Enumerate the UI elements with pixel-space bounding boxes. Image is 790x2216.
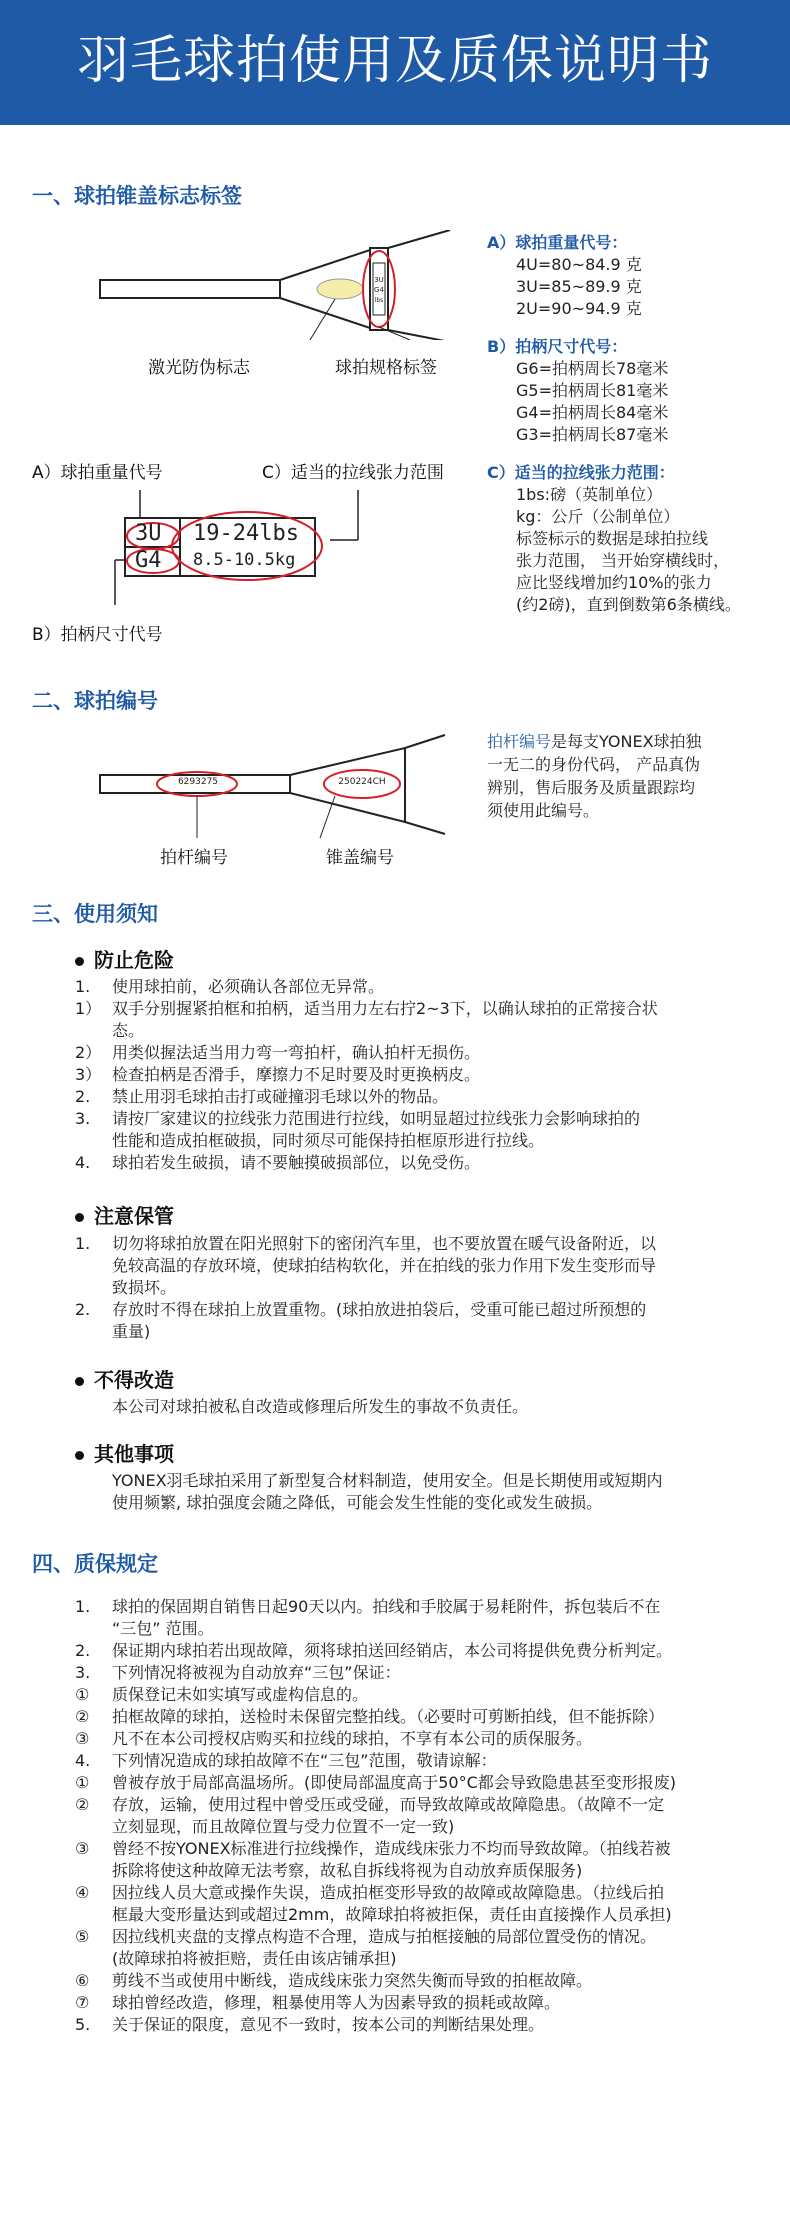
racket-code-diagram [95, 730, 455, 840]
right-a-list [487, 254, 782, 320]
right-c-title: C）适当的拉线张力范围： [487, 463, 675, 482]
list-item: ① 曾被存放于局部高温场所。(即使局部温度高于50°C都会导致隐患甚至变形报废) [75, 1773, 677, 1792]
laser-label: 激光防伪标志 [148, 358, 250, 378]
modify-text: 本公司对球拍被私自改造或修理后所发生的事故不负责任。 [112, 1397, 529, 1416]
right-b-list [487, 358, 782, 446]
care-list [75, 1233, 765, 1343]
list-item: ⑥ 剪线不当或使用中断线，造成线床张力突然失衡而导致的拍框故障。 [75, 1971, 593, 1990]
list-item: ③ 凡不在本公司授权店购买和拉线的球拍，不享有本公司的质保服务。 [75, 1729, 593, 1748]
shaft-code-text: 6293275 [177, 777, 219, 787]
list-item: 1. 球拍的保固期自销售日起90天以内。拍线和手胶属于易耗附件，拆包装后不在 “三包” 范围。 [75, 1597, 661, 1638]
care-subheading: 注意保管 [75, 1200, 174, 1229]
label-weight-code: A）球拍重量代号 [32, 463, 163, 483]
spec-label: 球拍规格标签 [335, 358, 437, 378]
cone-code-label: 锥盖编号 [326, 848, 394, 868]
right-b-line: G6=拍柄周长78毫米 [516, 359, 669, 378]
list-item: 4. 球拍若发生破损，请不要触摸破损部位，以免受伤。 [75, 1153, 481, 1172]
list-item: ② 存放，运输，使用过程中曾受压或受碰，而导致故障或故障隐患。（故障不一定 立刻显现，而且故障位置与受力位置不一定一致) [75, 1795, 665, 1836]
right-b-title: B）拍柄尺寸代号： [487, 337, 628, 356]
list-item: 4. 下列情况造成的球拍故障不在“三包”范围，敬请谅解： [75, 1751, 497, 1770]
right-info [487, 232, 782, 616]
code-desc-line: 须使用此编号。 [487, 801, 600, 820]
right-c-list [487, 484, 782, 616]
page-title: 羽毛球拍使用及质保说明书 [76, 31, 713, 91]
code-desc-term: 拍杆编号 [487, 732, 552, 751]
section3-heading: 三、使用须知 [32, 902, 158, 926]
label-tension-range: C）适当的拉线张力范围 [262, 463, 444, 483]
section1-heading: 一、球拍锥盖标志标签 [32, 184, 242, 208]
svg-text:lbs: lbs [374, 297, 384, 304]
right-c-line: 1bs:磅（英制单位） [516, 485, 663, 504]
list-item: ④ 因拉线人员大意或操作失误，造成拍框变形导致的故障或故障隐患。（拉线后拍 框最大变形量达到或超过2mm，故障球拍将被拒保，责任由直接操作人员承担) [75, 1883, 672, 1924]
code-description [487, 730, 782, 822]
warranty-list [75, 1596, 765, 2036]
spec-weight: 3U [135, 521, 162, 546]
list-item: 1. 切勿将球拍放置在阳光照射下的密闭汽车里，也不要放置在暖气设备附近，以 免较高温的存放环境，使球拍结构软化，并在拍线的张力作用下发生变形而导 致损坏。 [75, 1234, 657, 1297]
list-item: 1. 使用球拍前，必须确认各部位无异常。 [75, 977, 385, 996]
right-b-line: G5=拍柄周长81毫米 [516, 381, 669, 400]
code-desc-line: 辨别，售后服务及质量跟踪均 [487, 778, 696, 797]
shaft-code-label: 拍杆编号 [160, 848, 228, 868]
list-item: 5. 关于保证的限度，意见不一致时，按本公司的判断结果处理。 [75, 2015, 545, 2034]
right-b-line: G3=拍柄周长87毫米 [516, 425, 669, 444]
list-item: 3. 请按厂家建议的拉线张力范围进行拉线，如明显超过拉线张力会影响球拍的 性能和造成拍框破损，同时须尽可能保持拍框原形进行拉线。 [75, 1109, 641, 1150]
right-a-title: A）球拍重量代号： [487, 233, 628, 252]
danger-subheading: 防止危险 [75, 944, 174, 973]
list-item: 2） 用类似握法适当用力弯一弯拍杆，确认拍杆无损伤。 [75, 1043, 481, 1062]
right-b-line: G4=拍柄周长84毫米 [516, 403, 669, 422]
right-c-line: 标签标示的数据是球拍拉线 [516, 529, 709, 548]
right-c-line: (约2磅)，直到倒数第6条横线。 [516, 595, 741, 614]
list-item: 1） 双手分别握紧拍框和拍柄，适当用力左右拧2~3下，以确认球拍的正常接合状 态。 [75, 999, 658, 1040]
right-c-line: 应比竖线增加约10%的张力 [516, 573, 712, 592]
list-item: ③ 曾经不按YONEX标准进行拉线操作，造成线床张力不均而导致故障。（拍线若被 拆除将使这种故障无法考察，故私自拆线将视为自动放弃质保服务) [75, 1839, 671, 1880]
spec-kg: 8.5-10.5kg [193, 550, 296, 570]
list-item: ⑤ 因拉线机夹盘的支撑点构造不合理，造成与拍框接触的局部位置受伤的情况。 (故障球拍将被拒赔，责任由该店铺承担) [75, 1927, 657, 1968]
label-grip-code: B）拍柄尺寸代号 [32, 625, 163, 645]
code-desc-first: 是每支YONEX球拍独 [551, 732, 702, 751]
list-item: ② 拍框故障的球拍，送检时未保留完整拍线。（必要时可剪断拍线，但不能拆除） [75, 1707, 665, 1726]
list-item: ① 质保登记未如实填写或虚构信息的。 [75, 1685, 369, 1704]
list-item: 3. 下列情况将被视为自动放弃“三包”保证： [75, 1663, 401, 1682]
list-item: 3） 检查拍柄是否滑手，摩擦力不足时要及时更换柄皮。 [75, 1065, 481, 1084]
racket-cone-diagram [90, 230, 470, 340]
other-subheading: 其他事项 [75, 1438, 174, 1467]
right-a-line: 2U=90~94.9 克 [516, 299, 642, 318]
modify-subheading: 不得改造 [75, 1364, 174, 1393]
right-c-line: 张力范围， 当开始穿横线时， [516, 551, 730, 570]
svg-text:G4: G4 [374, 286, 384, 294]
right-c-line: kg：公斤（公制单位） [516, 507, 680, 526]
danger-list [75, 976, 765, 1174]
right-a-line: 4U=80~84.9 克 [516, 255, 642, 274]
code-desc-line: 一无二的身份代码， 产品真伪 [487, 755, 701, 774]
right-a-line: 3U=85~89.9 克 [516, 277, 642, 296]
list-item: ⑦ 球拍曾经改造，修理，粗暴使用等人为因素导致的损耗或故障。 [75, 1993, 561, 2012]
spec-lbs: 19-24lbs [193, 521, 299, 546]
section4-heading: 四、质保规定 [32, 1552, 158, 1576]
list-item: 2. 保证期内球拍若出现故障，须将球拍送回经销店，本公司将提供免费分析判定。 [75, 1641, 673, 1660]
cone-code-text: 250224CH [338, 777, 386, 787]
spec-grip: G4 [135, 548, 162, 573]
other-text: YONEX羽毛球拍采用了新型复合材料制造，使用安全。但是长期使用或短期内 使用频繁, 球拍强度会随之降低，可能会发生性能的变化或发生破损。 [112, 1471, 663, 1512]
svg-text:3U: 3U [374, 276, 384, 284]
section2-heading: 二、球拍编号 [32, 689, 158, 713]
list-item: 2. 存放时不得在球拍上放置重物。(球拍放进拍袋后，受重可能已超过所预想的 重量) [75, 1300, 647, 1341]
list-item: 2. 禁止用羽毛球拍击打或碰撞羽毛球以外的物品。 [75, 1087, 449, 1106]
